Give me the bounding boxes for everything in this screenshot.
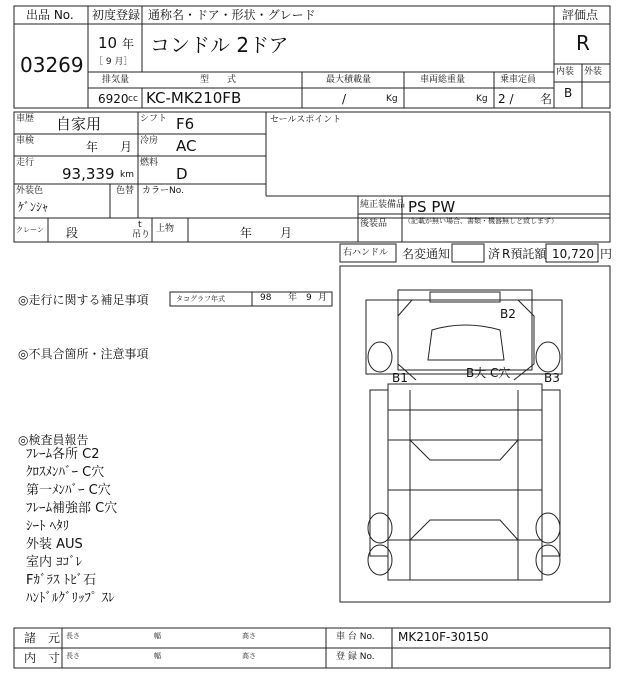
history-label: 車歴 [16, 114, 35, 124]
model-label: 型 式 [200, 75, 237, 85]
reg-no-label: 登 録 No. [336, 652, 375, 662]
shift-label: シフト [140, 114, 168, 124]
dims-label: 諸 元 [24, 631, 61, 645]
inner-width-label: 幅 [154, 652, 161, 660]
ac-label: 冷房 [140, 136, 159, 146]
report-line: ｸﾛｽﾒﾝﾊﾞｰ C穴 [26, 465, 105, 480]
interior-label: 内装 [556, 67, 575, 77]
first-reg-year: 10 [98, 34, 118, 52]
crane-stage: 段 [66, 226, 79, 240]
upper-label: 上物 [156, 224, 175, 234]
report-line: ﾌﾚｰﾑ補強部 C穴 [26, 501, 118, 516]
recycle-label: R預託額 [502, 247, 547, 261]
chassis-value: MK210F-30150 [398, 630, 489, 644]
aftermarket-label: 後装品 [360, 219, 388, 229]
fuel-label: 燃料 [140, 158, 159, 168]
damage-mark-b3: B3 [544, 371, 560, 385]
inner-height-label: 高さ [242, 652, 256, 660]
defect-notes-label: ◎不具合箇所・注意事項 [18, 347, 149, 361]
report-line: 外装 AUS [26, 537, 83, 552]
max-load-value: / [342, 92, 347, 106]
crane-label: クレーン [16, 226, 44, 234]
inspection-label: 車検 [16, 136, 35, 146]
right-hand-drive: 右ハンドル [343, 248, 389, 258]
chassis-label: 車 台 No. [336, 632, 375, 642]
first-reg-month: ［ 9 月］ [94, 57, 133, 67]
score-value: R [576, 31, 590, 55]
recycle-unit: 円 [600, 247, 613, 261]
report-line: ﾌﾚｰﾑ各所 C2 [26, 447, 100, 462]
model-value: KC-MK210FB [146, 89, 242, 107]
ext-color-label: 外装色 [16, 186, 44, 196]
max-load-label: 最大積載量 [326, 75, 372, 85]
exterior-label: 外装 [584, 67, 603, 77]
ext-color-value: ｹﾞﾝｼｬ [18, 200, 49, 214]
damage-mark-b-large: B大 C穴 [466, 366, 511, 380]
name-change-label: 名変通知 [402, 247, 451, 261]
color-change-label: 色替 [116, 186, 135, 196]
lot-no: 03269 [20, 53, 84, 77]
gross-weight-unit: Kg [476, 94, 488, 104]
tachograph-label: タコグラフ年式 [176, 295, 225, 303]
mileage-unit: km [120, 170, 134, 180]
inspection-year-unit: 年 [86, 140, 99, 154]
history-value: 自家用 [56, 115, 102, 133]
vehicle-name: コンドル 2ドア [150, 33, 289, 57]
inspector-report-label: ◎検査員報告 [18, 433, 89, 447]
crane-ton: t [138, 220, 142, 230]
vehicle-name-label: 通称名・ドア・形状・グレード [148, 8, 316, 22]
sales-point-label: セールスポイント [270, 115, 342, 125]
report-line: 室内 ﾖｺﾞﾚ [26, 555, 83, 570]
inspection-month-unit: 月 [120, 140, 133, 154]
dims-length-label: 長さ [66, 632, 80, 640]
report-line: ﾊﾝﾄﾞﾙｸﾞﾘｯﾌﾟ ｽﾚ [26, 591, 115, 606]
dims-width-label: 幅 [154, 632, 161, 640]
inner-length-label: 長さ [66, 652, 80, 660]
interior-grade: B [564, 86, 573, 100]
inner-dims-label: 内 寸 [24, 651, 61, 665]
first-reg-label: 初度登録 [92, 8, 141, 22]
driving-notes-label: ◎走行に関する補足事項 [18, 293, 149, 307]
capacity-value: 2 / [498, 92, 514, 106]
upper-month: 月 [280, 226, 293, 240]
report-line: ｼｰﾄ ﾍﾀﾘ [26, 519, 70, 534]
tachograph-month-unit: 月 [318, 293, 328, 303]
tachograph-month: 9 [306, 293, 312, 303]
dims-height-label: 高さ [242, 632, 256, 640]
lot-no-label: 出品 No. [26, 8, 74, 22]
displacement-unit: cc [128, 94, 138, 104]
mileage-value: 93,339 [62, 165, 115, 183]
crane-hang: 吊り [132, 230, 151, 240]
damage-mark-b2: B2 [500, 307, 516, 321]
report-line: Fｶﾞﾗｽ ﾄﾋﾞ石 [26, 573, 97, 588]
recycle-amount: 10,720 [552, 247, 594, 261]
capacity-label: 乗車定員 [500, 75, 537, 85]
gross-weight-label: 車両総重量 [420, 75, 466, 85]
score-label: 評価点 [562, 8, 599, 22]
displacement-value: 6920 [98, 92, 129, 106]
max-load-unit: Kg [386, 94, 398, 104]
std-equip-label: 純正装備品 [360, 200, 406, 210]
fuel-value: D [176, 165, 188, 183]
first-reg-year-unit: 年 [122, 37, 135, 51]
recycle-done: 済 [488, 247, 501, 261]
inspector-report-list [26, 447, 117, 609]
capacity-unit: 名 [540, 92, 553, 106]
report-line: 第一ﾒﾝﾊﾞｰ C穴 [26, 483, 111, 498]
color-code-label: カラーNo. [142, 186, 184, 196]
tachograph-year-unit: 年 [288, 293, 298, 303]
aftermarket-note: （記載が無い場合、書類・機器無しと致します） [404, 217, 558, 225]
ac-value: AC [176, 137, 197, 155]
std-equip-value: PS PW [408, 198, 456, 216]
tachograph-year: 98 [260, 293, 272, 303]
displacement-label: 排気量 [102, 75, 130, 85]
damage-mark-b1: B1 [392, 371, 408, 385]
shift-value: F6 [176, 115, 195, 133]
mileage-label: 走行 [16, 158, 35, 168]
upper-year: 年 [240, 226, 253, 240]
